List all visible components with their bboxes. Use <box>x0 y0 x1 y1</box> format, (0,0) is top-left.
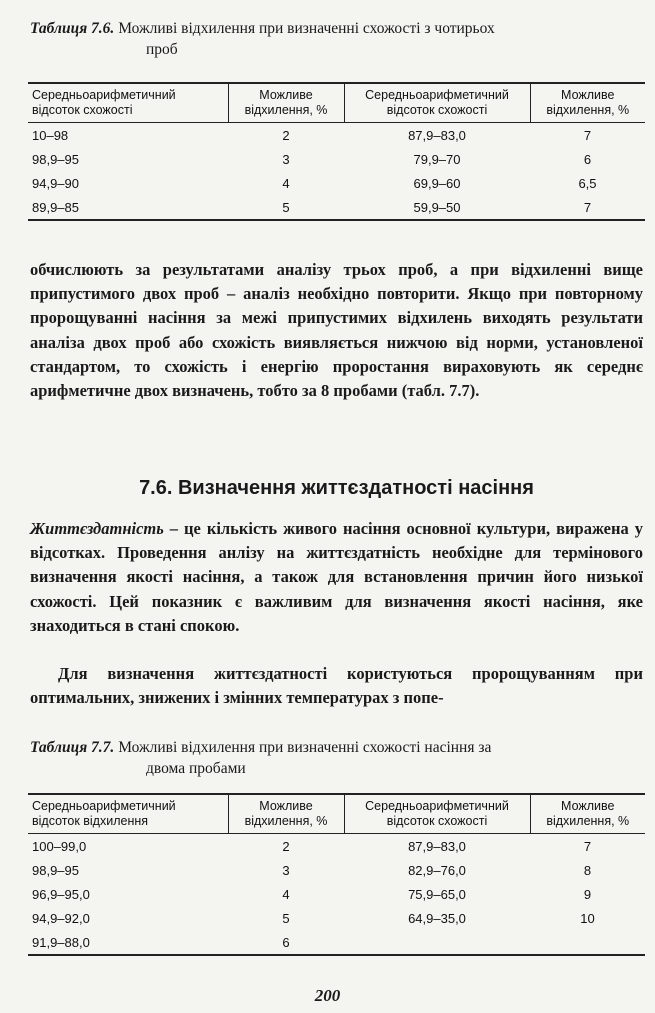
table-cell: 87,9–83,0 <box>408 838 466 854</box>
table-cell: 87,9–83,0 <box>408 127 466 143</box>
table-cell: 94,9–92,0 <box>32 910 90 926</box>
table-7-6 <box>28 82 645 221</box>
table-cell: 7 <box>583 838 592 854</box>
table-cell: 91,9–88,0 <box>28 930 228 955</box>
table-cell: 69,9–60 <box>413 175 461 191</box>
table-header-row <box>28 83 645 123</box>
table-7-6-title-line2: проб <box>146 41 178 58</box>
table-7-7-label: Таблиця 7.7. <box>30 739 115 756</box>
table-row <box>28 147 645 171</box>
column-header: Середньоарифметичний відсоток схожості <box>28 83 228 123</box>
paragraph-3-text: Для визначення життєздатності користуються пророщуванням при оптимальних, знижених і змінних температурах з попе- <box>30 664 643 708</box>
table-cell: 82,9–76,0 <box>408 862 466 878</box>
table-cell: 100–99,0 <box>32 838 87 854</box>
column-header: Можливе відхилення, % <box>228 83 344 123</box>
column-header: Середньоарифметичний відсоток відхилення <box>28 794 228 834</box>
body-paragraph-2 <box>30 517 643 638</box>
table-cell: 5 <box>282 910 290 926</box>
table-cell: 5 <box>228 195 344 220</box>
table-row <box>28 171 645 195</box>
page-number: 200 <box>314 986 341 1005</box>
table-cell: 89,9–85 <box>28 195 228 220</box>
table-row <box>28 882 645 906</box>
column-header: Можливе відхилення, % <box>228 794 344 834</box>
table-row <box>28 858 645 882</box>
column-header: Можливе відхилення, % <box>530 83 645 123</box>
table-cell: 98,9–95 <box>32 862 79 878</box>
table-cell: 96,9–95,0 <box>32 886 90 902</box>
column-header: Середньоарифметичний відсоток схожості <box>344 794 530 834</box>
table-cell: 79,9–70 <box>413 151 461 167</box>
table-cell: 94,9–90 <box>32 175 79 191</box>
body-paragraph-3 <box>30 662 643 710</box>
table-7-7-caption <box>30 737 645 779</box>
table-header-row <box>28 794 645 834</box>
table-7-6-caption <box>30 18 645 60</box>
table-cell: 9 <box>583 886 592 902</box>
table-row <box>28 834 645 859</box>
table-cell: 6 <box>583 151 592 167</box>
table-row <box>28 195 645 220</box>
table-cell: 75,9–65,0 <box>408 886 466 902</box>
table-cell: 59,9–50 <box>344 195 530 220</box>
section-heading: 7.6. Визначення життєздатності насіння <box>139 477 534 499</box>
table-cell: 3 <box>282 151 290 167</box>
table-cell: 6 <box>228 930 344 955</box>
table-cell <box>530 930 645 955</box>
table-cell: 2 <box>282 838 290 854</box>
table-cell: 98,9–95 <box>32 151 79 167</box>
table-cell: 10–98 <box>32 127 69 143</box>
table-cell: 8 <box>583 862 592 878</box>
table-cell: 7 <box>583 127 592 143</box>
table-cell: 3 <box>282 862 290 878</box>
table-cell: 4 <box>282 886 290 902</box>
table-row <box>28 906 645 930</box>
table-cell: 4 <box>282 175 290 191</box>
table-cell: 7 <box>530 195 645 220</box>
table-cell: 64,9–35,0 <box>408 910 466 926</box>
table-7-6-label: Таблиця 7.6. <box>30 20 115 37</box>
column-header: Можливе відхилення, % <box>530 794 645 834</box>
table-row <box>28 123 645 148</box>
column-header: Середньоарифметичний відсоток схожості <box>344 83 530 123</box>
defined-term: Життєздатність <box>30 519 164 538</box>
table-7-7-title-line1: Можливі відхилення при визначенні схожості насіння за <box>118 739 492 756</box>
table-cell: 2 <box>282 127 290 143</box>
table-7-7 <box>28 793 645 956</box>
definition-text: – це кількість живого насіння основної культури, виражена у відсотках. Проведення анлізу на життєздатність необхідне для термінового визначення якості насіння, а також для встановлення причин його низької схожості. Цей показник є важливим для визначення якості насіння, яке знаходиться в стані спокою. <box>30 519 643 635</box>
table-7-6-title-line1: Можливі відхилення при визначенні схожості з чотирьох <box>118 20 495 37</box>
table-cell: 6,5 <box>578 175 597 191</box>
table-7-7-title-line2: двома пробами <box>146 760 246 777</box>
table-cell <box>344 930 530 955</box>
table-row <box>28 930 645 955</box>
body-paragraph-1: обчислюють за результатами аналізу трьох проб, а при відхиленні вище припустимого двох проб – аналіз необхідно повторити. Якщо при повторному пророщуванні насіння за межі припустимих відхилень виходять результати аналіза двох проб або схожість виявляється нижчою від норми, установленої стандартом, то схожість і енергію проростання вираховують як середнє арифметичне двох визначень, тобто за 8 пробами (табл. 7.7). <box>30 260 643 401</box>
table-cell: 10 <box>580 910 595 926</box>
